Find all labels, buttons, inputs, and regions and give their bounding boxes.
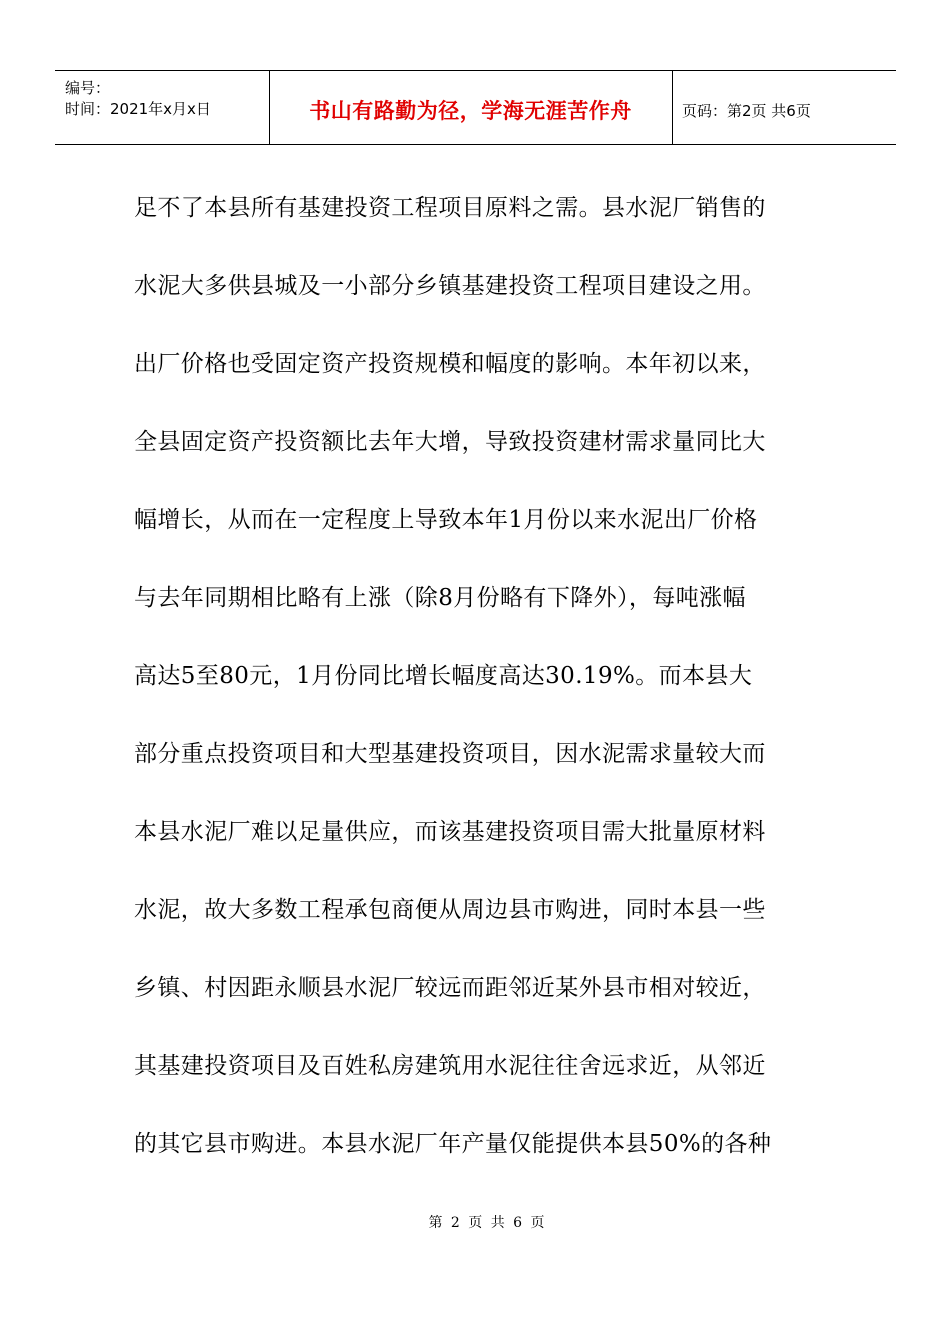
body-line: 乡镇、村因距永顺县水泥厂较远而距邻近某外县市相对较近， bbox=[134, 975, 766, 1001]
body-line: 水泥大多供县城及一小部分乡镇基建投资工程项目建设之用。 bbox=[134, 273, 766, 299]
document-number-label: 编号： bbox=[65, 79, 111, 97]
header-meta-cell bbox=[55, 71, 270, 144]
page-footer: 第 2 页 共 6 页 bbox=[428, 1215, 547, 1231]
body-line: 高达5至80元，1月份同比增长幅度高达30.19%。而本县大 bbox=[134, 663, 753, 689]
body-line: 本县水泥厂难以足量供应，而该基建投资项目需大批量原材料 bbox=[134, 819, 766, 845]
body-line: 幅增长，从而在一定程度上导致本年1月份以来水泥出厂价格 bbox=[134, 507, 758, 533]
body-line: 与去年同期相比略有上涨（除8月份略有下降外），每吨涨幅 bbox=[134, 585, 746, 611]
header-page-info: 页码：第2页 共6页 bbox=[682, 102, 811, 120]
body-line: 部分重点投资项目和大型基建投资项目，因水泥需求量较大而 bbox=[134, 741, 766, 767]
body-line: 其基建投资项目及百姓私房建筑用水泥往往舍远求近，从邻近 bbox=[134, 1053, 766, 1079]
motto-text: 书山有路勤为径，学海无涯苦作舟 bbox=[309, 99, 632, 123]
body-line: 全县固定资产投资额比去年大增，导致投资建材需求量同比大 bbox=[134, 429, 766, 455]
body-line: 足不了本县所有基建投资工程项目原料之需。县水泥厂销售的 bbox=[134, 195, 766, 221]
body-text bbox=[134, 188, 784, 1202]
body-line: 水泥，故大多数工程承包商便从周边县市购进，同时本县一些 bbox=[134, 897, 766, 923]
body-line: 出厂价格也受固定资产投资规模和幅度的影响。本年初以来， bbox=[134, 351, 766, 377]
document-time-label: 时间：2021年x月x日 bbox=[65, 100, 211, 118]
body-line: 的其它县市购进。本县水泥厂年产量仅能提供本县50%的各种 bbox=[134, 1131, 772, 1157]
header-page-cell bbox=[672, 71, 896, 144]
page-header bbox=[55, 70, 896, 145]
header-motto-cell bbox=[269, 71, 673, 144]
